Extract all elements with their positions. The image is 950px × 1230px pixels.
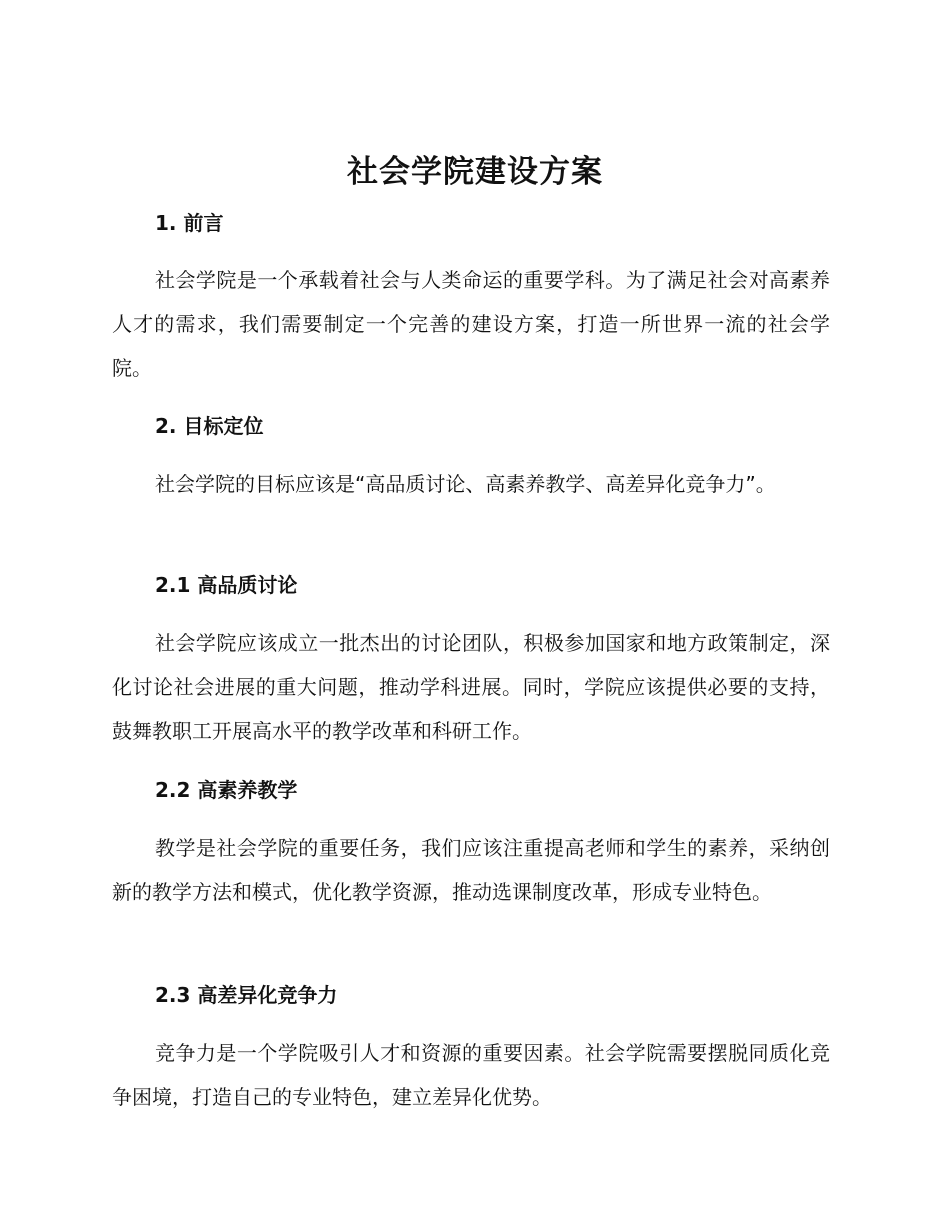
- section-heading-quality-teaching: 2.2 高素养教学: [155, 778, 298, 802]
- section-paragraph-differentiation: 竞争力是一个学院吸引人才和资源的重要因素。社会学院需要摆脱同质化竞争困境，打造自己的专业特色，建立差异化优势。: [112, 1041, 830, 1109]
- section-heading-differentiation: 2.3 高差异化竞争力: [155, 983, 338, 1007]
- section-paragraph-goals: 社会学院的目标应该是“高品质讨论、高素养教学、高差异化竞争力”。: [155, 472, 776, 496]
- section-heading-preface: 1. 前言: [155, 211, 224, 235]
- section-heading-quality-discussion: 2.1 高品质讨论: [155, 573, 298, 597]
- section-paragraph-quality-discussion: 社会学院应该成立一批杰出的讨论团队，积极参加国家和地方政策制定，深化讨论社会进展的重大问题，推动学科进展。同时，学院应该提供必要的支持，鼓舞教职工开展高水平的教学改革和科研工作。: [112, 631, 830, 743]
- document-title: 社会学院建设方案: [347, 154, 603, 190]
- section-heading-goals: 2. 目标定位: [155, 414, 264, 438]
- section-paragraph-quality-teaching: 教学是社会学院的重要任务，我们应该注重提高老师和学生的素养，采纳创新的教学方法和模式，优化教学资源，推动选课制度改革，形成专业特色。: [112, 836, 830, 904]
- section-paragraph-preface: 社会学院是一个承载着社会与人类命运的重要学科。为了满足社会对高素养人才的需求，我们需要制定一个完善的建设方案，打造一所世界一流的社会学院。: [112, 268, 830, 380]
